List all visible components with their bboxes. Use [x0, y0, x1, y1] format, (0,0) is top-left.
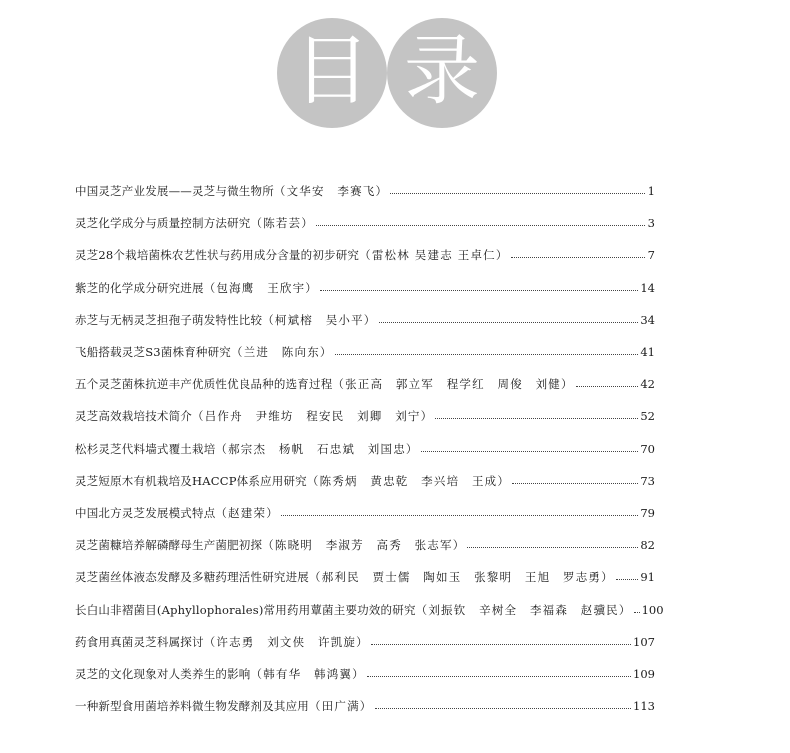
- dot-leader: [379, 321, 639, 323]
- toc-entry[interactable]: [75, 304, 655, 336]
- dot-leader: [367, 675, 631, 677]
- toc-entry-page: 113: [633, 699, 655, 714]
- toc-entry-page: 42: [640, 377, 655, 392]
- dot-leader: [316, 224, 645, 226]
- toc-entry-title: 灵芝高效栽培技术简介: [75, 409, 192, 424]
- dot-leader: [512, 482, 638, 484]
- toc-entry-page: 107: [633, 634, 655, 649]
- heading-circle: [387, 18, 497, 128]
- toc-entry-page: 41: [640, 345, 655, 360]
- toc-entry-page: 14: [640, 280, 655, 295]
- toc-entry[interactable]: [75, 626, 655, 658]
- table-of-contents: [75, 175, 664, 722]
- toc-entry-title: 灵芝的文化现象对人类养生的影响: [75, 666, 251, 681]
- heading-char-lu: 录: [404, 26, 480, 115]
- toc-entry[interactable]: [75, 658, 655, 690]
- toc-entry-title: 松杉灵芝代料墙式覆土栽培: [75, 441, 216, 456]
- toc-heading: [277, 18, 497, 128]
- toc-entry-title: 飞船搭载灵芝S3菌株育种研究: [75, 345, 231, 360]
- toc-entry[interactable]: [75, 561, 655, 593]
- toc-entry-authors: （陈秀炳 黄忠乾 李兴培 王成）: [306, 473, 511, 488]
- toc-entry-title: 灵芝28个栽培菌株农艺性状与药用成分含量的初步研究: [75, 248, 360, 263]
- toc-entry[interactable]: [75, 465, 655, 497]
- toc-entry-page: 82: [640, 538, 655, 553]
- toc-entry-page: 109: [633, 666, 655, 681]
- toc-entry[interactable]: [75, 272, 655, 304]
- toc-entry[interactable]: [75, 207, 655, 239]
- dot-leader: [320, 289, 638, 291]
- toc-entry-authors: （张正高 郭立军 程学红 周俊 刘健）: [332, 377, 574, 392]
- toc-entry-authors: （赵建荣）: [215, 505, 279, 520]
- toc-entry-authors: （刘振钦 辛树全 李福森 赵骥民）: [415, 602, 632, 617]
- toc-entry-authors: （文华安 李赛飞）: [273, 184, 389, 199]
- toc-entry-title: 中国灵芝产业发展——灵芝与微生物所: [75, 184, 274, 199]
- toc-entry-authors: （陈若芸）: [250, 216, 314, 231]
- toc-entry[interactable]: [75, 433, 655, 465]
- dot-leader: [281, 514, 638, 516]
- dot-leader: [335, 353, 639, 355]
- toc-entry[interactable]: [75, 529, 655, 561]
- dot-leader: [467, 546, 638, 548]
- toc-entry-title: 中国北方灵芝发展模式特点: [75, 505, 216, 520]
- toc-entry-authors: （郝宗杰 杨帆 石忠斌 刘国忠）: [215, 441, 419, 456]
- dot-leader: [390, 192, 645, 194]
- toc-entry-authors: （柯斌榕 吴小平）: [262, 312, 377, 327]
- toc-entry-authors: （雷松林 吴建志 王卓仁）: [359, 248, 509, 263]
- dot-leader: [371, 643, 631, 645]
- dot-leader: [375, 707, 632, 709]
- toc-entry-title: 灵芝菌糠培养解磷酵母生产菌肥初探: [75, 538, 263, 553]
- heading-circle: [277, 18, 387, 128]
- toc-entry[interactable]: [75, 368, 655, 400]
- toc-entry-title: 灵芝菌丝体液态发酵及多糖药理活性研究进展: [75, 570, 309, 585]
- toc-entry[interactable]: [75, 175, 655, 207]
- toc-entry[interactable]: [75, 593, 664, 625]
- toc-entry-page: 34: [640, 312, 655, 327]
- toc-entry-authors: （包海鹰 王欣宇）: [203, 280, 319, 295]
- toc-entry-authors: （吕作舟 尹维坊 程安民 刘卿 刘宁）: [192, 409, 434, 424]
- dot-leader: [616, 578, 639, 580]
- toc-entry-authors: （许志勇 刘文侠 许凯旋）: [203, 634, 369, 649]
- toc-entry[interactable]: [75, 400, 655, 432]
- toc-entry-authors: （韩有华 韩鸿翼）: [250, 666, 365, 681]
- toc-entry-title: 长白山非褶菌目(Aphyllophorales)常用药用蕈菌主要功效的研究: [75, 602, 416, 617]
- toc-entry-title: 药食用真菌灵芝科属探讨: [75, 634, 204, 649]
- toc-entry-title: 一种新型食用菌培养料微生物发酵剂及其应用: [75, 699, 309, 714]
- toc-entry-page: 73: [640, 473, 655, 488]
- toc-entry-page: 52: [640, 409, 655, 424]
- toc-entry-authors: （兰进 陈向东）: [231, 345, 333, 360]
- toc-entry[interactable]: [75, 497, 655, 529]
- toc-entry-authors: （田广满）: [309, 699, 373, 714]
- toc-entry[interactable]: [75, 690, 655, 722]
- heading-char-mu: 目: [294, 26, 370, 115]
- dot-leader: [435, 417, 638, 419]
- toc-entry-page: 70: [640, 441, 655, 456]
- toc-entry[interactable]: [75, 336, 655, 368]
- toc-entry-title: 灵芝化学成分与质量控制方法研究: [75, 216, 251, 231]
- dot-leader: [511, 256, 645, 258]
- toc-entry-page: 1: [647, 184, 655, 199]
- toc-entry-authors: （郝利民 贾士儒 陶如玉 张黎明 王旭 罗志勇）: [309, 570, 614, 585]
- toc-entry[interactable]: [75, 239, 655, 271]
- toc-entry-page: 3: [647, 216, 655, 231]
- dot-leader: [634, 611, 640, 613]
- dot-leader: [576, 385, 639, 387]
- toc-entry-title: 灵芝短原木有机栽培及HACCP体系应用研究: [75, 473, 307, 488]
- toc-entry-title: 赤芝与无柄灵芝担孢子萌发特性比较: [75, 312, 263, 327]
- toc-entry-title: 五个灵芝菌株抗逆丰产优质性优良品种的选育过程: [75, 377, 333, 392]
- toc-entry-page: 91: [640, 570, 655, 585]
- dot-leader: [421, 450, 639, 452]
- toc-entry-title: 紫芝的化学成分研究进展: [75, 280, 204, 295]
- toc-entry-page: 100: [641, 602, 664, 617]
- toc-entry-page: 79: [640, 505, 655, 520]
- toc-entry-page: 7: [647, 248, 655, 263]
- toc-entry-authors: （陈晓明 李淑芳 高秀 张志军）: [262, 538, 466, 553]
